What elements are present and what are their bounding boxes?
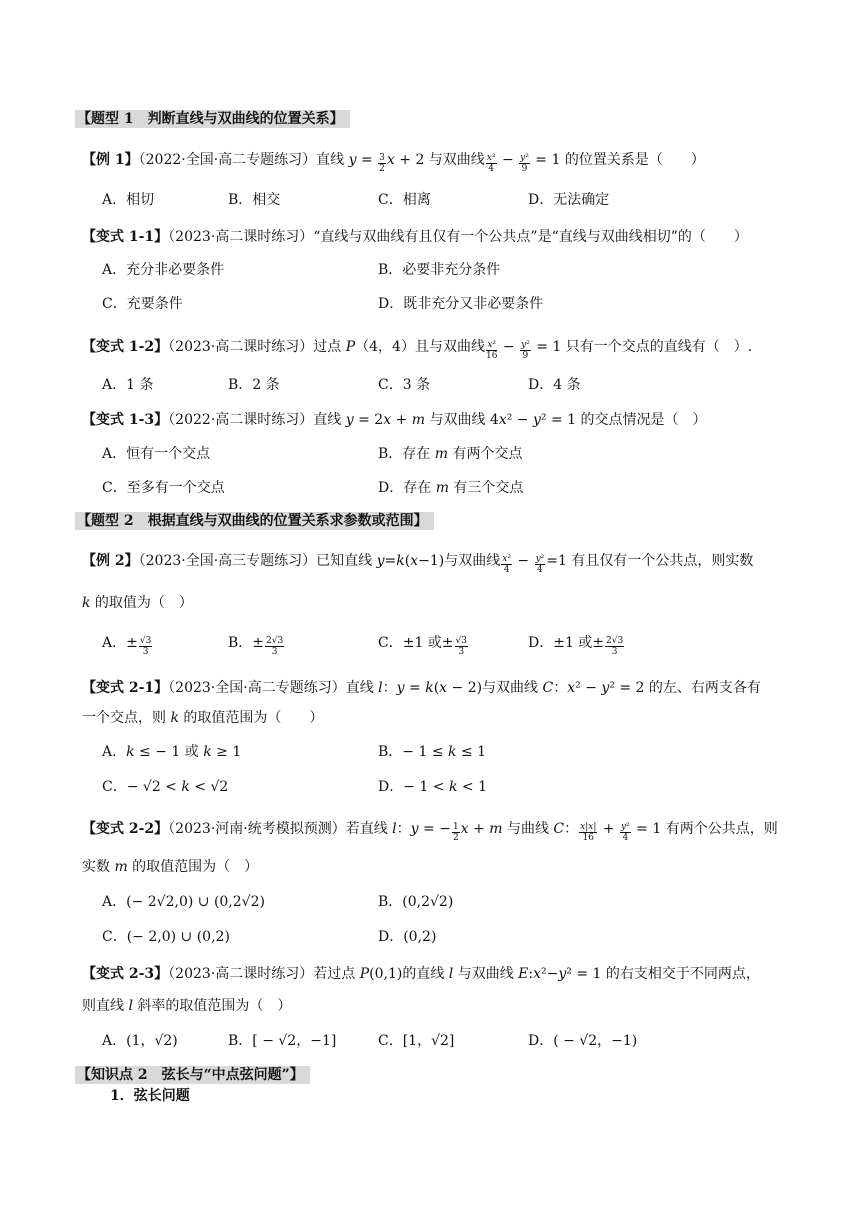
variant-2-3-option-d: D．( − √2，−1) — [528, 1033, 638, 1049]
example-2-tag: 【例 2】 — [82, 553, 139, 569]
example-1-option-d: D．无法确定 — [528, 192, 610, 208]
example-1-option-a: A．相切 — [102, 192, 155, 208]
variant-1-3-tag: 【变式 1-3】 — [82, 412, 169, 428]
variant-1-2: 【变式 1-2】（2023·高二课时练习）过点 P（4，4）且与双曲线 $\frac{\text{x²}}{16}$ − $\frac{\text{y²}}{9}$ = 1 只有一个交点的直线有（ ）. — [82, 339, 753, 361]
variant-2-2-line-1: 【变式 2-2】（2023·河南·统考模拟预测）若直线 l：y = − $\frac{1}{2}$ x + m 与曲线 C： $\frac{x|x|}{16}$ + $\frac{\text{y²}}{4}$ = 1 有两个公共点，则 — [82, 821, 778, 843]
variant-1-2-source: （2023·高二课时练习） — [168, 339, 314, 355]
variant-2-2-option-d: D．(0,2) — [378, 929, 437, 945]
variant-2-3-source: （2023·高二课时练习） — [168, 966, 314, 982]
variant-2-2-line-2: 实数 m 的取值范围为（ ） — [82, 859, 259, 875]
variant-1-2-option-a: A．1 条 — [102, 377, 154, 393]
variant-2-1-option-a: A．k ≤ − 1 或 k ≥ 1 — [102, 744, 242, 760]
variant-1-1-option-d: D．既非充分又非必要条件 — [378, 296, 544, 312]
variant-2-3-line-1: 【变式 2-3】（2023·高二课时练习）若过点 P(0,1)的直线 l 与双曲线 E:x²−y² = 1 的右支相交于不同两点， — [82, 966, 760, 982]
variant-1-1-source: （2023·高二课时练习） — [168, 229, 314, 245]
variant-1-2-option-c: C．3 条 — [378, 377, 431, 393]
example-2-option-b: B．± $\frac{2√3}{3}$ — [228, 635, 284, 657]
example-1-tag: 【例 1】 — [82, 152, 139, 168]
variant-1-2-option-d: D．4 条 — [528, 377, 581, 393]
subheading-chord-length: 1．弦长问题 — [110, 1088, 190, 1104]
example-2-source: （2023·全国·高三专题练习） — [138, 553, 317, 569]
variant-2-2-option-b: B．(0,2√2) — [378, 894, 454, 910]
section-heading-2: 【题型 2 根据直线与双曲线的位置关系求参数或范围】 — [75, 512, 434, 530]
section-heading-1: 【题型 1 判断直线与双曲线的位置关系】 — [75, 110, 350, 128]
example-2-line-1: 【例 2】（2023·全国·高三专题练习）已知直线 y=k(x−1)与双曲线 $\frac{\text{x²}}{4}$ − $\frac{\text{y²}}{4}$ =1 有且仅有一个公共点，则实数 — [82, 553, 754, 575]
example-2-option-d: D．±1 或± $\frac{2√3}{3}$ — [528, 635, 624, 657]
variant-1-3-option-c: C．至多有一个交点 — [102, 480, 225, 496]
variant-2-2-source: （2023·河南·统考模拟预测） — [168, 821, 346, 837]
variant-2-1-line-1: 【变式 2-1】（2023·全国·高二专题练习）直线 l：y = k(x − 2)与双曲线 C：x² − y² = 2 的左、右两支各有 — [82, 680, 761, 696]
section-heading-3: 【知识点 2 弦长与“中点弦问题”】 — [75, 1066, 310, 1084]
variant-2-2-option-a: A．(− 2√2,0) ∪ (0,2√2) — [102, 894, 265, 910]
variant-2-1-option-d: D．− 1 < k < 1 — [378, 779, 487, 795]
variant-1-3-source: （2022·高二课时练习） — [168, 412, 314, 428]
variant-1-1-option-a: A．充分非必要条件 — [102, 262, 225, 278]
variant-2-1-tag: 【变式 2-1】 — [82, 680, 169, 696]
variant-2-2-tag: 【变式 2-2】 — [82, 821, 169, 837]
example-1-option-b: B．相交 — [228, 192, 281, 208]
variant-2-3-tag: 【变式 2-3】 — [82, 966, 169, 982]
variant-1-1 — [82, 228, 748, 246]
variant-2-1-option-c: C．− √2 < k < √2 — [102, 779, 229, 795]
variant-2-3-option-c: C．[1，√2] — [378, 1033, 455, 1049]
variant-2-1-option-b: B．− 1 ≤ k ≤ 1 — [378, 744, 487, 760]
variant-1-3-option-a: A．恒有一个交点 — [102, 446, 211, 462]
variant-1-1-option-c: C．充要条件 — [102, 296, 183, 312]
variant-2-3-option-a: A．(1，√2) — [102, 1033, 178, 1049]
example-2-line-2: k 的取值为（ ） — [82, 595, 193, 611]
variant-2-3-line-2: 则直线 l 斜率的取值范围为（ ） — [82, 998, 292, 1014]
variant-2-1-source: （2023·全国·高二专题练习） — [168, 680, 346, 696]
example-2-option-c: C．±1 或± $\frac{√3}{3}$ — [378, 635, 467, 657]
variant-2-2-option-c: C．(− 2,0) ∪ (0,2) — [102, 929, 230, 945]
variant-1-1-text: “直线与双曲线有且仅有一个公共点”是“直线与双曲线相切”的（ ） — [313, 229, 748, 245]
variant-2-1-line-2: 一个交点，则 k 的取值范围为（ ） — [82, 710, 324, 726]
example-2-option-a: A．± $\frac{√3}{3}$ — [102, 635, 152, 657]
variant-1-3: 【变式 1-3】（2022·高二课时练习）直线 y = 2x + m 与双曲线 4x² − y² = 1 的交点情况是（ ） — [82, 412, 707, 428]
variant-1-3-option-d: D．存在 m 有三个交点 — [378, 480, 524, 496]
variant-1-2-tag: 【变式 1-2】 — [82, 339, 169, 355]
example-1-source: （2022·全国·高二专题练习） — [138, 152, 317, 168]
example-1: 【例 1】（2022·全国·高二专题练习）直线 y = $\frac{3}{2}$ x + 2 与双曲线 $\frac{\text{x²}}{4}$ − $\frac{\text{y²}}{9}$ = 1 的位置关系是（ ） — [82, 152, 705, 174]
variant-2-3-option-b: B．[ − √2，−1] — [228, 1033, 337, 1049]
variant-1-2-option-b: B．2 条 — [228, 377, 280, 393]
variant-1-1-tag: 【变式 1-1】 — [82, 229, 169, 245]
example-1-option-c: C．相离 — [378, 192, 431, 208]
variant-1-3-option-b: B．存在 m 有两个交点 — [378, 446, 523, 462]
variant-1-1-option-b: B．必要非充分条件 — [378, 262, 501, 278]
